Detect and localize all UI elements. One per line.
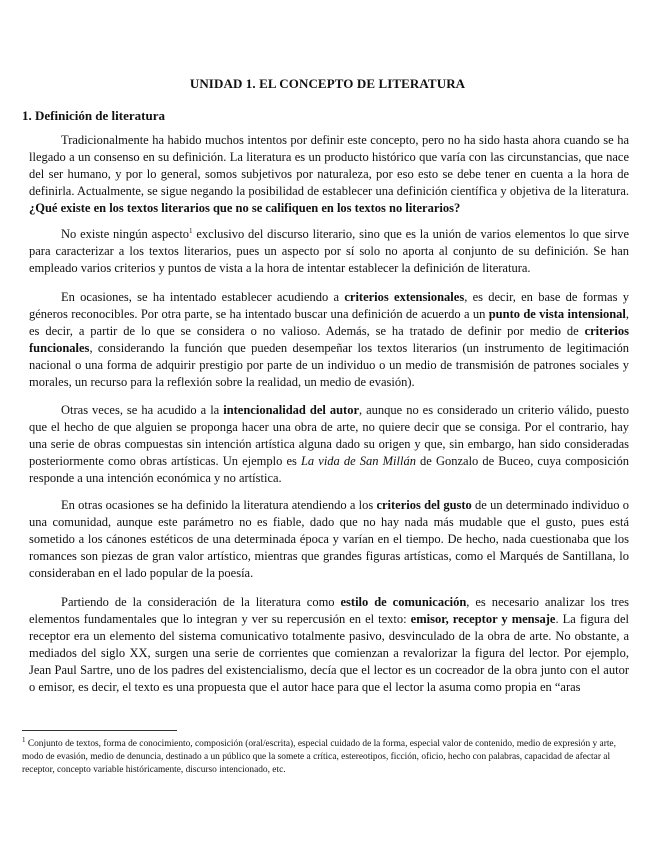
paragraph-5: [29, 497, 629, 582]
paragraph-1: [29, 132, 629, 217]
paragraph-text: En otras ocasiones se ha definido la literatura atendiendo a los: [61, 498, 377, 512]
paragraph-text: exclusivo del discurso literario, sino que es la unión de varios elementos lo que sirve para caracterizar a los textos literarios, pues un aspecto por sí solo no aporta al conjunto de su definición. Se han empleado varios criterios y puntos de vista a la hora de intentar establecer la definición de literatura.: [29, 227, 629, 275]
paragraph-text: de Gonzalo de Buceo, cuya composición responde a una intención económica y no artística.: [29, 454, 629, 485]
bold-term: intencionalidad del autor: [223, 403, 359, 417]
bold-term: criterios funcionales: [29, 324, 629, 355]
paragraph-text: , es decir, a partir de lo que se considera o no valioso. Además, se ha tratado de definir por medio de: [29, 307, 629, 338]
paragraph-2: [29, 226, 629, 277]
paragraph-text: , es necesario analizar los tres elementos fundamentales que lo integran y ver su repercusión en el texto:: [29, 595, 629, 626]
paragraph-text: , aunque no es considerado un criterio válido, puesto que el hecho de que alguien se proponga hacer una obra de arte, no quiere decir que se consiga. Por el contrario, hay una serie de obras compuestas sin intención artística alguna dado su origen y que, sin embargo, han sido consideradas posteriormente como obras artísticas. Un ejemplo es: [29, 403, 630, 468]
footnote-reference[interactable]: 1: [189, 226, 193, 235]
paragraph-3: [29, 289, 629, 391]
bold-term: punto de vista intensional: [488, 307, 626, 321]
footnote-number: 1: [22, 735, 26, 744]
bold-term: estilo de comunicación: [340, 595, 467, 609]
paragraph-text: No existe ningún aspecto: [61, 227, 190, 241]
paragraph-text: . La figura del receptor era un elemento del sistema comunicativo totalmente pasivo, desvinculado de la obra de arte. No obstante, a mediados del siglo XX, surgen una serie de corrientes que comienzan a revalorizar la figura del lector. Por ejemplo, Jean Paul Sartre, uno de los padres del existencialismo, decía que el lector es un cocreador de la obra junto con el autor o emisor, es decir, el texto es una propuesta que el autor hace para que el lector la asuma como propia en “aras: [29, 612, 629, 694]
italic-work-title: La vida de San Millán: [300, 454, 416, 468]
paragraph-text: , considerando la función que pueden desempeñar los textos literarios (un instrumento de legitimación nacional o una forma de adquirir prestigio por parte de un individuo o un medio de transmisión de patrones sociales y morales, un recurso para la reflexión sobre la realidad, un medio de evasión).: [29, 341, 629, 389]
document-title: UNIDAD 1. EL CONCEPTO DE LITERATURA: [189, 76, 466, 91]
paragraph-text: En ocasiones, se ha intentado establecer acudiendo a: [61, 290, 345, 304]
bold-term: criterios extensionales: [344, 290, 465, 304]
paragraph-text: de un determinado individuo o una comunidad, aunque este parámetro no es fiable, dado que no hay nada más mudable que el gusto, pues está sometido a los cánones estéticos de una determinada época y varían en el tiempo. De hecho, nada cuestionaba que los romances son piezas de gran valor artístico, mientras que grandes figuras artísticas, como el Marqués de Santillana, lo consideraban en el lado popular de la poesía.: [29, 498, 629, 580]
paragraph-6: [29, 594, 629, 696]
paragraph-4: [29, 402, 629, 487]
bold-question: ¿Qué existe en los textos literarios que no se califiquen en los textos no literarios?: [29, 201, 461, 215]
bold-term: emisor, receptor y mensaje: [410, 612, 556, 626]
footnote-text: Conjunto de textos, forma de conocimiento, composición (oral/escrita), especial cuidado de la forma, especial valor de contenido, medio de expresión y arte, modo de evasión, medio de denuncia, destinado a un público que la somete a crítica, estereotipos, ficción, oficio, hecho con palabras, capacidad de afectar al receptor, concepto variable históricamente, discurso intencionado, etc.: [22, 739, 616, 775]
paragraph-text: Otras veces, se ha acudido a la: [61, 403, 224, 417]
footnote: [22, 735, 629, 777]
paragraph-text: Tradicionalmente ha habido muchos intentos por definir este concepto, pero no ha sido hasta ahora cuando se ha llegado a un consenso en su definición. La literatura es un producto histórico que varía con las circunstancias, que nace del ser humano, y por lo general, somos subjetivos por naturaleza, por eso esto se debe tener en cuenta a la hora de definirla. Actualmente, se sigue negando la posibilidad de establecer una definición científica y objetiva de la literatura.: [29, 133, 629, 198]
paragraph-text: Partiendo de la consideración de la literatura como: [61, 595, 341, 609]
section-heading: 1. Definición de literatura: [22, 108, 165, 123]
footnote-divider: [22, 730, 177, 731]
paragraph-text: , es decir, en base de formas y géneros reconocibles. Por otra parte, se ha intentado buscar una definición de acuerdo a un: [29, 290, 629, 321]
bold-term: criterios del gusto: [376, 498, 472, 512]
